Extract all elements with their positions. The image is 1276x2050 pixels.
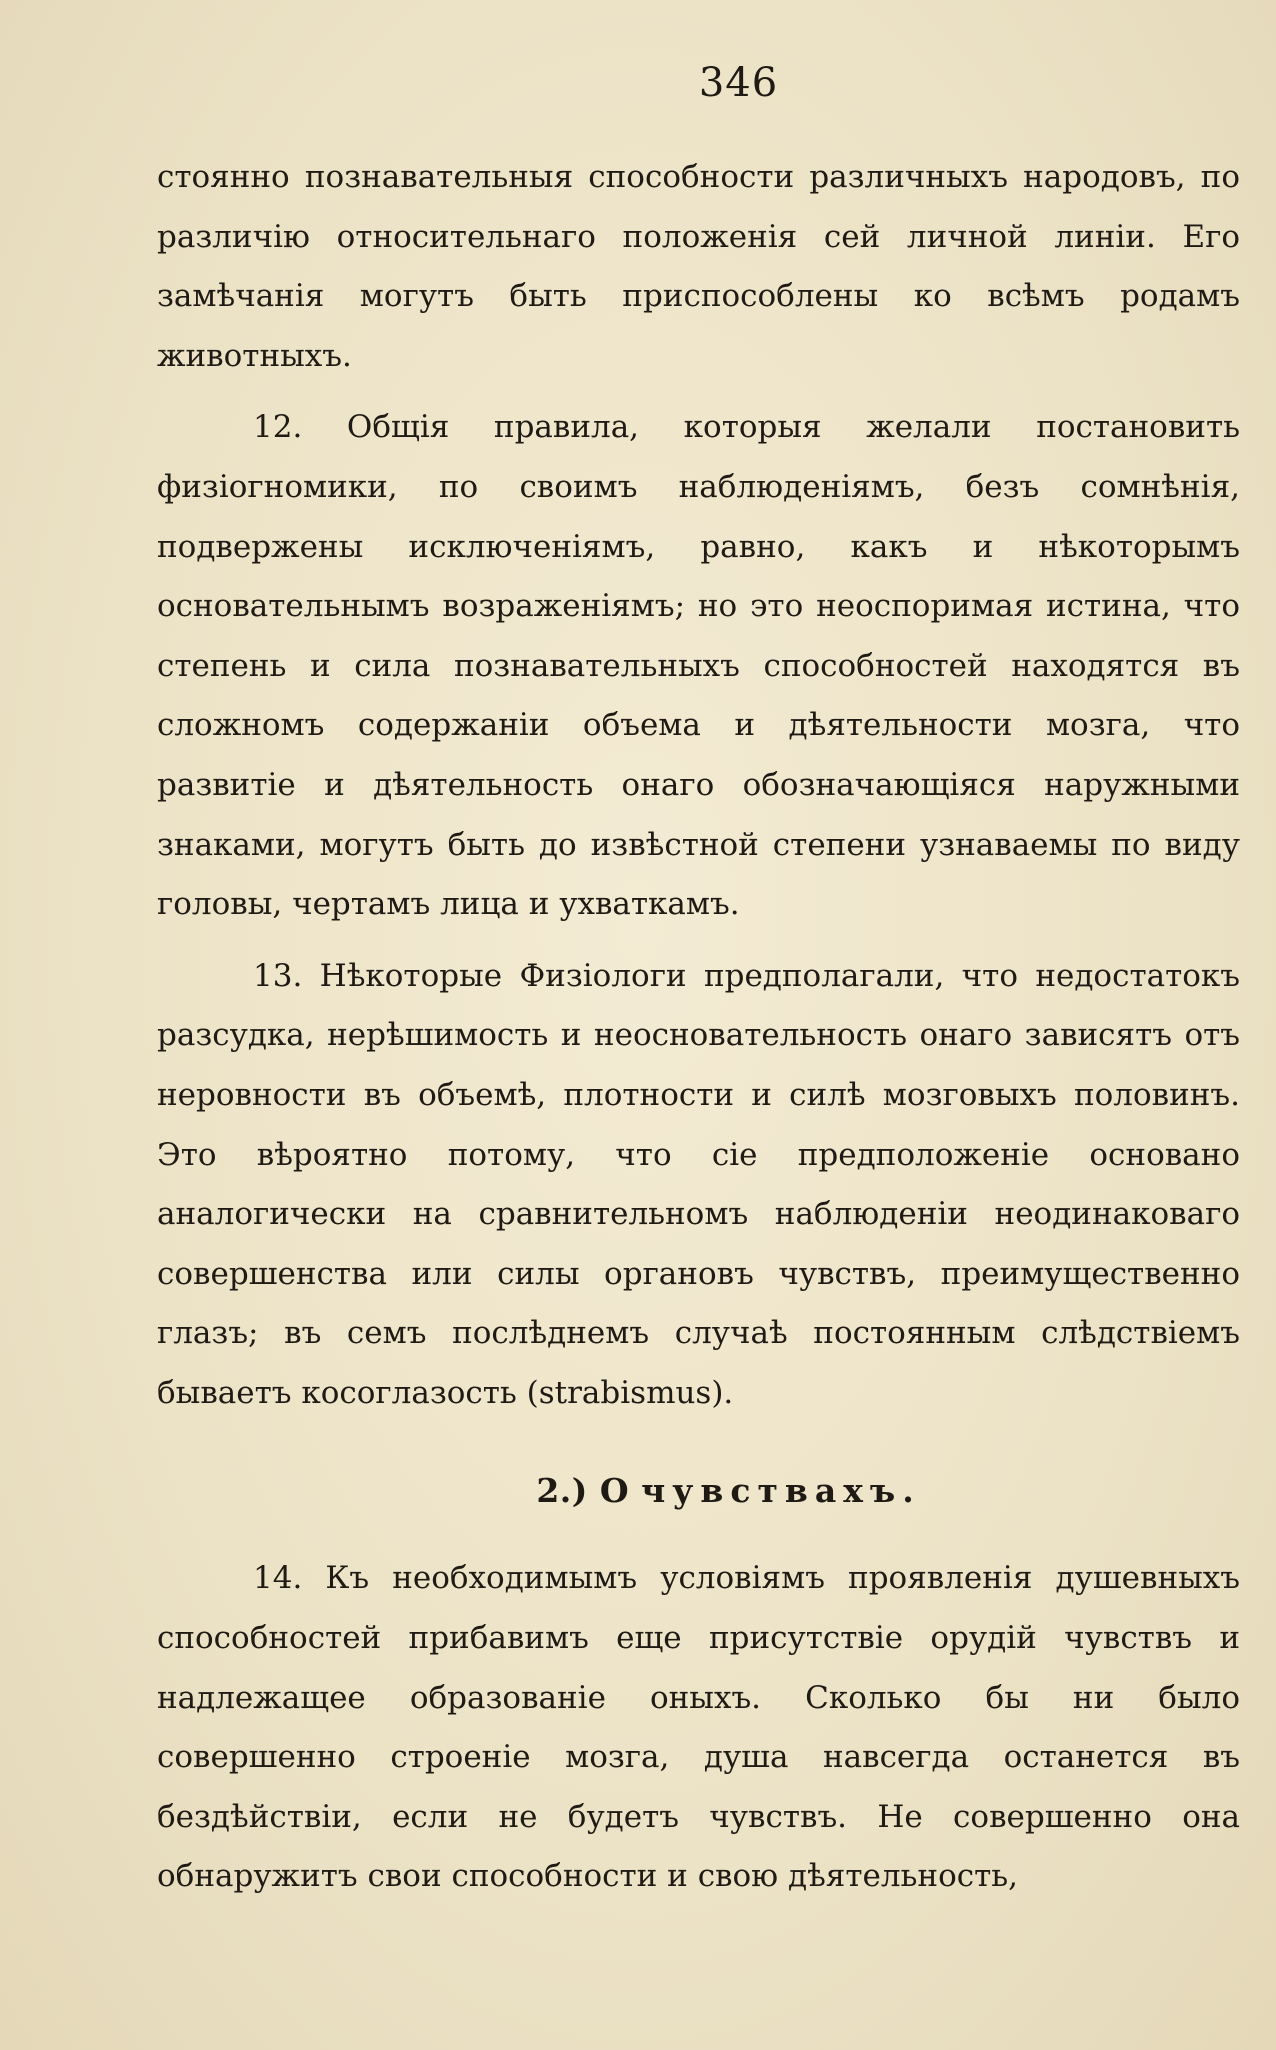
- paragraph-13: 13. Нѣкоторые Физіологи предполагали, что недостатокъ разсудка, нерѣшимость и неосновательность онаго зависятъ отъ неровности въ объемѣ, плотности и силѣ мозговыхъ половинъ. Это вѣроятно потому, что сіе предположеніе основано аналогически на сравнительномъ наблюденіи неодинаковаго совершенства или силы органовъ чувствъ, преимущественно глазъ; въ семъ послѣднемъ случаѣ постоянным слѣдствіемъ бываетъ косоглазость (strabismus).: [157, 957, 1240, 1411]
- paragraph-14: 14. Къ необходимымъ условіямъ проявленія душевныхъ способностей прибавимъ еще присутствіе орудій чувствъ и надлежащее образованіе оныхъ. Сколько бы ни было совершенно строеніе мозга, душа навсегда останется въ бездѣйствіи, если не будетъ чувствъ. Не совершенно она обнаружитъ свои способности и свою дѣятельность,: [157, 1560, 1240, 1895]
- page-number: 346: [698, 60, 779, 106]
- section-heading: [157, 1461, 1240, 1521]
- section-number: 2.): [536, 1471, 588, 1511]
- paragraph-continuation: стоянно познавательныя способности различныхъ народовъ, по различію относительнаго положенія сей личной линіи. Его замѣчанія могутъ быть приспособлены ко всѣмъ родамъ животныхъ.: [157, 159, 1240, 374]
- paragraph-12: 12. Общія правила, которыя желали постановить физіогномики, по своимъ наблюденіямъ, безъ сомнѣнія, подвержены исключеніямъ, равно, какъ и нѣкоторымъ основательнымъ возраженіямъ; но это неоспоримая истина, что степень и сила познавательныхъ способностей находятся въ сложномъ содержаніи объема и дѣятельности мозга, что развитіе и дѣятельность онаго обозначающіяся наружными знаками, могутъ быть до извѣстной степени узнаваемы по виду головы, чертамъ лица и ухваткамъ.: [157, 409, 1240, 923]
- section-title: чувствахъ.: [641, 1471, 921, 1511]
- section-prefix: О: [599, 1471, 630, 1511]
